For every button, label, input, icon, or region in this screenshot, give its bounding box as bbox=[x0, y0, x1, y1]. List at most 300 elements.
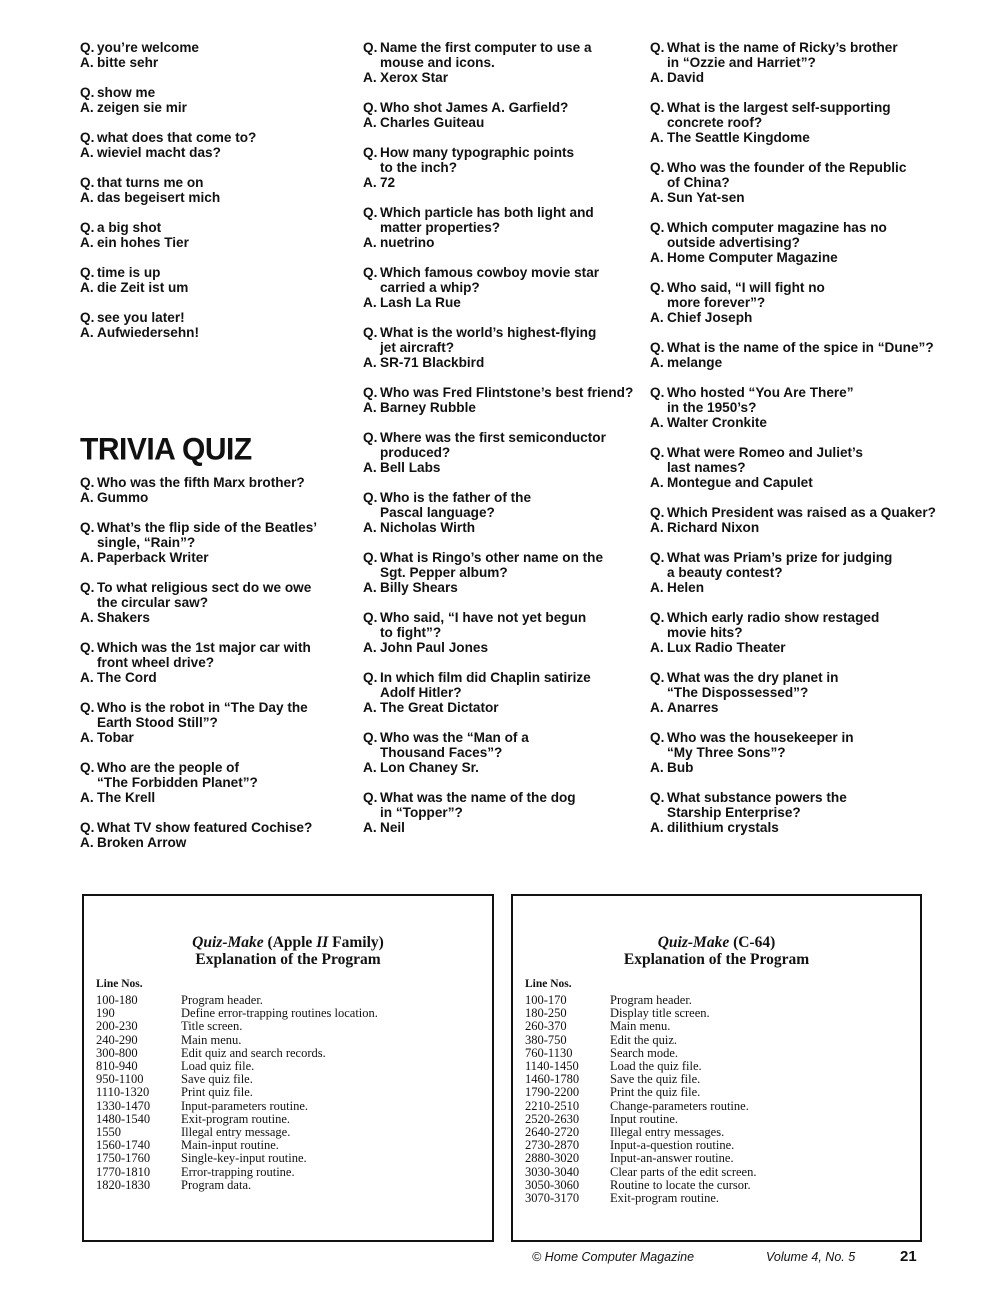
question-line bbox=[363, 40, 643, 55]
table-row bbox=[96, 1073, 492, 1086]
answer-label: A. bbox=[650, 580, 664, 595]
question-text: see you later! bbox=[97, 310, 185, 325]
answer-line bbox=[650, 580, 940, 595]
question-line bbox=[650, 280, 940, 295]
question-text: the circular saw? bbox=[97, 595, 209, 610]
line-range: 2730-2870 bbox=[525, 1138, 580, 1153]
answer-line bbox=[80, 100, 350, 115]
question-line bbox=[80, 580, 350, 595]
qa-item bbox=[650, 220, 940, 265]
answer-text: dilithium crystals bbox=[667, 820, 779, 835]
qa-item bbox=[80, 130, 350, 160]
qa-item bbox=[363, 205, 643, 250]
table-row bbox=[525, 1192, 920, 1205]
line-range: 1110-1320 bbox=[96, 1085, 150, 1100]
qa-item bbox=[80, 85, 350, 115]
answer-label: A. bbox=[650, 70, 664, 85]
question-line bbox=[650, 400, 940, 415]
question-label: Q. bbox=[80, 85, 95, 100]
answer-line bbox=[363, 70, 643, 85]
question-text: Who shot James A. Garfield? bbox=[380, 100, 569, 115]
qa-item bbox=[80, 580, 350, 625]
question-label: Q. bbox=[363, 490, 378, 505]
qa-item bbox=[80, 820, 350, 850]
qa-item bbox=[650, 790, 940, 835]
question-label: Q. bbox=[363, 265, 378, 280]
footer-copyright: © Home Computer Magazine bbox=[532, 1250, 695, 1264]
question-text: show me bbox=[97, 85, 156, 100]
table-row bbox=[525, 1073, 920, 1086]
question-text: Adolf Hitler? bbox=[380, 685, 462, 700]
table-row bbox=[96, 1020, 492, 1033]
question-line bbox=[363, 280, 643, 295]
question-line bbox=[80, 700, 350, 715]
answer-text: Billy Shears bbox=[380, 580, 458, 595]
answer-label: A. bbox=[650, 190, 664, 205]
answer-line bbox=[650, 355, 940, 370]
answer-text: die Zeit ist um bbox=[97, 280, 189, 295]
table-row bbox=[96, 1007, 492, 1020]
answer-label: A. bbox=[80, 550, 94, 565]
answer-line bbox=[363, 520, 643, 535]
line-description: Clear parts of the edit screen. bbox=[610, 1164, 757, 1179]
question-text: “The Dispossessed”? bbox=[667, 685, 809, 700]
question-label: Q. bbox=[363, 325, 378, 340]
line-range: 1560-1740 bbox=[96, 1138, 151, 1153]
question-label: Q. bbox=[80, 220, 95, 235]
question-label: Q. bbox=[650, 610, 665, 625]
qa-item bbox=[80, 220, 350, 250]
question-label: Q. bbox=[650, 385, 665, 400]
line-range: 260-370 bbox=[525, 1019, 567, 1034]
line-range: 1770-1810 bbox=[96, 1164, 151, 1179]
question-text: in “Ozzie and Harriet”? bbox=[667, 55, 816, 70]
answer-label: A. bbox=[80, 325, 94, 340]
line-description: Program data. bbox=[181, 1177, 252, 1192]
table-row bbox=[525, 1020, 920, 1033]
qa-item bbox=[80, 640, 350, 685]
line-description: Input-an-answer routine. bbox=[610, 1151, 734, 1166]
answer-label: A. bbox=[80, 610, 94, 625]
question-label: Q. bbox=[363, 610, 378, 625]
line-range: 3030-3040 bbox=[525, 1164, 580, 1179]
question-label: Q. bbox=[80, 130, 95, 145]
answer-line bbox=[363, 235, 643, 250]
answer-line bbox=[80, 235, 350, 250]
answer-label: A. bbox=[80, 835, 94, 850]
qa-item bbox=[80, 175, 350, 205]
line-description: Routine to locate the cursor. bbox=[610, 1177, 751, 1192]
table-row bbox=[525, 1086, 920, 1099]
answer-line bbox=[80, 55, 350, 70]
question-text: What is the name of the spice in “Dune”? bbox=[667, 340, 934, 355]
question-label: Q. bbox=[363, 670, 378, 685]
answer-label: A. bbox=[363, 760, 377, 775]
question-text: What was the dry planet in bbox=[667, 670, 839, 685]
question-line bbox=[650, 295, 940, 310]
question-text: mouse and icons. bbox=[380, 55, 495, 70]
answer-line bbox=[80, 145, 350, 160]
question-line bbox=[363, 625, 643, 640]
answer-label: A. bbox=[80, 100, 94, 115]
question-text: Thousand Faces”? bbox=[380, 745, 503, 760]
answer-text: 72 bbox=[380, 175, 396, 190]
answer-line bbox=[363, 115, 643, 130]
answer-line bbox=[650, 640, 940, 655]
line-description: Program header. bbox=[181, 993, 263, 1007]
answer-line bbox=[363, 295, 643, 310]
question-line bbox=[650, 685, 940, 700]
question-text: Who was the fifth Marx brother? bbox=[97, 475, 305, 490]
line-range: 200-230 bbox=[96, 1019, 138, 1034]
column-1 bbox=[80, 40, 350, 865]
question-label: Q. bbox=[650, 100, 665, 115]
question-text: Who is the robot in “The Day the bbox=[97, 700, 308, 715]
line-description: Load the quiz file. bbox=[610, 1059, 702, 1074]
question-text: Who was Fred Flintstone’s best friend? bbox=[380, 385, 634, 400]
question-line bbox=[363, 550, 643, 565]
qa-item bbox=[363, 385, 643, 415]
question-text: Starship Enterprise? bbox=[667, 805, 801, 820]
answer-line bbox=[363, 700, 643, 715]
answer-line bbox=[650, 310, 940, 325]
question-text: Pascal language? bbox=[380, 505, 495, 520]
qa-item bbox=[650, 385, 940, 430]
question-line bbox=[650, 790, 940, 805]
table-row bbox=[525, 1100, 920, 1113]
trivia-quiz-heading: TRIVIA QUIZ bbox=[80, 432, 252, 467]
question-text: Where was the first semiconductor bbox=[380, 430, 606, 445]
line-range: 2880-3020 bbox=[525, 1151, 580, 1166]
question-text: single, “Rain”? bbox=[97, 535, 196, 550]
question-text: you’re welcome bbox=[97, 40, 199, 55]
question-line bbox=[80, 265, 350, 280]
question-line bbox=[650, 55, 940, 70]
qa-item bbox=[363, 730, 643, 775]
question-line bbox=[363, 670, 643, 685]
question-text: more forever”? bbox=[667, 295, 766, 310]
qa-item bbox=[363, 610, 643, 655]
question-text: front wheel drive? bbox=[97, 655, 215, 670]
answer-text: David bbox=[667, 70, 705, 85]
question-text: Name the first computer to use a bbox=[380, 40, 592, 55]
question-label: Q. bbox=[363, 205, 378, 220]
qa-item bbox=[650, 445, 940, 490]
line-range: 190 bbox=[96, 1006, 115, 1021]
qa-item bbox=[650, 505, 940, 535]
qa-item bbox=[650, 340, 940, 370]
line-description: Edit the quiz. bbox=[610, 1032, 677, 1047]
line-range: 300-800 bbox=[96, 1045, 138, 1060]
line-description: Define error-trapping routines location. bbox=[181, 1006, 378, 1021]
question-text: Who was the “Man of a bbox=[380, 730, 529, 745]
answer-label: A. bbox=[650, 310, 664, 325]
question-text: last names? bbox=[667, 460, 746, 475]
answer-text: SR-71 Blackbird bbox=[380, 355, 485, 370]
answer-text: Broken Arrow bbox=[97, 835, 187, 850]
question-line bbox=[363, 205, 643, 220]
question-text: What TV show featured Cochise? bbox=[97, 820, 313, 835]
question-line bbox=[650, 745, 940, 760]
answer-label: A. bbox=[650, 700, 664, 715]
qa-item bbox=[363, 790, 643, 835]
question-label: Q. bbox=[80, 265, 95, 280]
question-line bbox=[650, 610, 940, 625]
answer-label: A. bbox=[363, 460, 377, 475]
answer-text: Charles Guiteau bbox=[380, 115, 485, 130]
question-line bbox=[363, 565, 643, 580]
question-line bbox=[80, 175, 350, 190]
question-line bbox=[363, 160, 643, 175]
answer-line bbox=[650, 820, 940, 835]
answer-text: Helen bbox=[667, 580, 705, 595]
answer-label: A. bbox=[650, 820, 664, 835]
table-row bbox=[96, 1100, 492, 1113]
answer-line bbox=[80, 190, 350, 205]
qa-item bbox=[80, 475, 350, 505]
answer-label: A. bbox=[650, 760, 664, 775]
answer-label: A. bbox=[363, 355, 377, 370]
line-range: 3070-3170 bbox=[525, 1191, 580, 1206]
qa-item bbox=[363, 490, 643, 535]
question-label: Q. bbox=[363, 145, 378, 160]
question-text: matter properties? bbox=[380, 220, 501, 235]
table-row bbox=[525, 1047, 920, 1060]
answer-label: A. bbox=[650, 415, 664, 430]
question-text: Sgt. Pepper album? bbox=[380, 565, 508, 580]
table-row bbox=[525, 1034, 920, 1047]
question-text: Who said, “I have not yet begun bbox=[380, 610, 587, 625]
question-line bbox=[363, 430, 643, 445]
line-description: Input routine. bbox=[610, 1111, 679, 1126]
answer-line bbox=[80, 325, 350, 340]
question-text: in “Topper”? bbox=[380, 805, 463, 820]
table-row bbox=[96, 1060, 492, 1073]
qa-item bbox=[363, 145, 643, 190]
answer-label: A. bbox=[363, 295, 377, 310]
question-text: that turns me on bbox=[97, 175, 204, 190]
question-text: Who is the father of the bbox=[380, 490, 532, 505]
question-text: to fight”? bbox=[380, 625, 442, 640]
line-description: Illegal entry messages. bbox=[610, 1125, 725, 1140]
line-range: 2210-2510 bbox=[525, 1098, 580, 1113]
question-label: Q. bbox=[80, 40, 95, 55]
answer-text: Walter Cronkite bbox=[667, 415, 767, 430]
answer-label: A. bbox=[80, 730, 94, 745]
question-text: To what religious sect do we owe bbox=[97, 580, 312, 595]
question-label: Q. bbox=[650, 730, 665, 745]
line-description: Title screen. bbox=[181, 1019, 243, 1034]
question-line bbox=[363, 505, 643, 520]
question-text: In which film did Chaplin satirize bbox=[380, 670, 591, 685]
question-label: Q. bbox=[650, 220, 665, 235]
question-label: Q. bbox=[363, 730, 378, 745]
question-label: Q. bbox=[650, 550, 665, 565]
answer-label: A. bbox=[363, 235, 377, 250]
table-row bbox=[96, 1152, 492, 1165]
question-text: “The Forbidden Planet”? bbox=[97, 775, 258, 790]
question-text: What were Romeo and Juliet’s bbox=[667, 445, 863, 460]
line-description: Illegal entry message. bbox=[181, 1125, 291, 1140]
table-row bbox=[525, 1152, 920, 1165]
table-row bbox=[96, 1126, 492, 1139]
question-line bbox=[363, 385, 643, 400]
question-line bbox=[363, 790, 643, 805]
line-description: Print quiz file. bbox=[181, 1085, 253, 1100]
question-line bbox=[363, 745, 643, 760]
question-line bbox=[650, 220, 940, 235]
table-row bbox=[96, 1166, 492, 1179]
answer-label: A. bbox=[650, 130, 664, 145]
answer-label: A. bbox=[80, 235, 94, 250]
line-table bbox=[84, 994, 492, 1192]
answer-line bbox=[363, 820, 643, 835]
answer-text: Anarres bbox=[667, 700, 719, 715]
line-description: Input-parameters routine. bbox=[181, 1098, 309, 1113]
answer-text: zeigen sie mir bbox=[97, 100, 187, 115]
answer-label: A. bbox=[80, 190, 94, 205]
line-description: Edit quiz and search records. bbox=[181, 1045, 326, 1060]
question-line bbox=[650, 235, 940, 250]
answer-text: Sun Yat-sen bbox=[667, 190, 745, 205]
question-line bbox=[650, 160, 940, 175]
question-line bbox=[363, 325, 643, 340]
line-description: Main menu. bbox=[181, 1032, 242, 1047]
qa-item bbox=[650, 550, 940, 595]
answer-text: The Cord bbox=[97, 670, 157, 685]
question-label: Q. bbox=[650, 505, 665, 520]
qa-item bbox=[363, 40, 643, 85]
answer-line bbox=[80, 790, 350, 805]
question-text: Earth Stood Still”? bbox=[97, 715, 218, 730]
qa-item bbox=[650, 100, 940, 145]
answer-text: Gummo bbox=[97, 490, 149, 505]
qa-item bbox=[80, 265, 350, 295]
answer-text: Bell Labs bbox=[380, 460, 441, 475]
answer-line bbox=[363, 580, 643, 595]
question-text: Which was the 1st major car with bbox=[97, 640, 311, 655]
line-range: 1550 bbox=[96, 1125, 121, 1140]
question-text: to the inch? bbox=[380, 160, 458, 175]
question-line bbox=[650, 550, 940, 565]
question-label: Q. bbox=[80, 175, 95, 190]
question-line bbox=[80, 310, 350, 325]
line-description: Print the quiz file. bbox=[610, 1085, 701, 1100]
answer-text: Paperback Writer bbox=[97, 550, 209, 565]
qa-item bbox=[80, 760, 350, 805]
phrase-list bbox=[80, 40, 350, 340]
question-text: What is Ringo’s other name on the bbox=[380, 550, 604, 565]
line-description: Change-parameters routine. bbox=[610, 1098, 749, 1113]
question-line bbox=[650, 460, 940, 475]
qa-item bbox=[650, 730, 940, 775]
question-text: Who said, “I will fight no bbox=[667, 280, 825, 295]
question-text: of China? bbox=[667, 175, 730, 190]
answer-line bbox=[80, 835, 350, 850]
question-line bbox=[80, 130, 350, 145]
answer-text: Nicholas Wirth bbox=[380, 520, 476, 535]
table-row bbox=[525, 994, 920, 1007]
answer-label: A. bbox=[363, 70, 377, 85]
answer-text: John Paul Jones bbox=[380, 640, 489, 655]
qa-item bbox=[80, 40, 350, 70]
question-text: Which early radio show restaged bbox=[667, 610, 880, 625]
line-range: 760-1130 bbox=[525, 1045, 573, 1060]
question-line bbox=[363, 445, 643, 460]
qa-item bbox=[650, 160, 940, 205]
line-nos-header: Line Nos. bbox=[96, 978, 143, 990]
question-label: Q. bbox=[363, 40, 378, 55]
line-range: 950-1100 bbox=[96, 1072, 144, 1087]
question-line bbox=[80, 775, 350, 790]
question-text: What’s the flip side of the Beatles’ bbox=[97, 520, 318, 535]
question-line bbox=[363, 730, 643, 745]
question-text: outside advertising? bbox=[667, 235, 800, 250]
answer-text: das begeisert mich bbox=[97, 190, 221, 205]
line-description: Save quiz file. bbox=[181, 1072, 253, 1087]
question-line bbox=[80, 475, 350, 490]
answer-line bbox=[650, 475, 940, 490]
question-line bbox=[363, 55, 643, 70]
question-line bbox=[650, 115, 940, 130]
qa-item bbox=[363, 430, 643, 475]
answer-line bbox=[650, 415, 940, 430]
line-range: 2640-2720 bbox=[525, 1125, 580, 1140]
line-range: 2520-2630 bbox=[525, 1111, 580, 1126]
answer-label: A. bbox=[363, 580, 377, 595]
question-line bbox=[80, 40, 350, 55]
answer-text: Xerox Star bbox=[380, 70, 449, 85]
line-range: 810-940 bbox=[96, 1059, 138, 1074]
line-description: Display title screen. bbox=[610, 1006, 710, 1021]
question-text: Who hosted “You Are There” bbox=[667, 385, 854, 400]
line-description: Exit-program routine. bbox=[610, 1191, 719, 1206]
question-line bbox=[80, 715, 350, 730]
line-range: 180-250 bbox=[525, 1006, 567, 1021]
box-subtitle: Explanation of the Program bbox=[623, 951, 810, 968]
answer-text: Lon Chaney Sr. bbox=[380, 760, 479, 775]
question-label: Q. bbox=[650, 340, 665, 355]
question-line bbox=[650, 730, 940, 745]
qa-item bbox=[363, 550, 643, 595]
question-line bbox=[363, 220, 643, 235]
question-line bbox=[650, 40, 940, 55]
question-line bbox=[363, 685, 643, 700]
answer-text: Neil bbox=[380, 820, 405, 835]
answer-label: A. bbox=[363, 820, 377, 835]
answer-line bbox=[363, 175, 643, 190]
question-text: concrete roof? bbox=[667, 115, 763, 130]
question-label: Q. bbox=[80, 310, 95, 325]
answer-text: Bub bbox=[667, 760, 694, 775]
answer-line bbox=[650, 250, 940, 265]
question-text: What is the largest self-supporting bbox=[667, 100, 891, 115]
line-description: Exit-program routine. bbox=[181, 1111, 290, 1126]
line-range: 1460-1780 bbox=[525, 1072, 580, 1087]
line-description: Main-input routine. bbox=[181, 1138, 279, 1153]
line-range: 1330-1470 bbox=[96, 1098, 151, 1113]
answer-label: A. bbox=[363, 115, 377, 130]
qa-item bbox=[80, 700, 350, 745]
answer-line bbox=[363, 460, 643, 475]
question-line bbox=[363, 490, 643, 505]
answer-line bbox=[650, 760, 940, 775]
line-range: 1140-1450 bbox=[525, 1059, 579, 1074]
question-label: Q. bbox=[80, 580, 95, 595]
qa-item bbox=[363, 265, 643, 310]
qa-item bbox=[80, 520, 350, 565]
qa-item bbox=[363, 325, 643, 370]
